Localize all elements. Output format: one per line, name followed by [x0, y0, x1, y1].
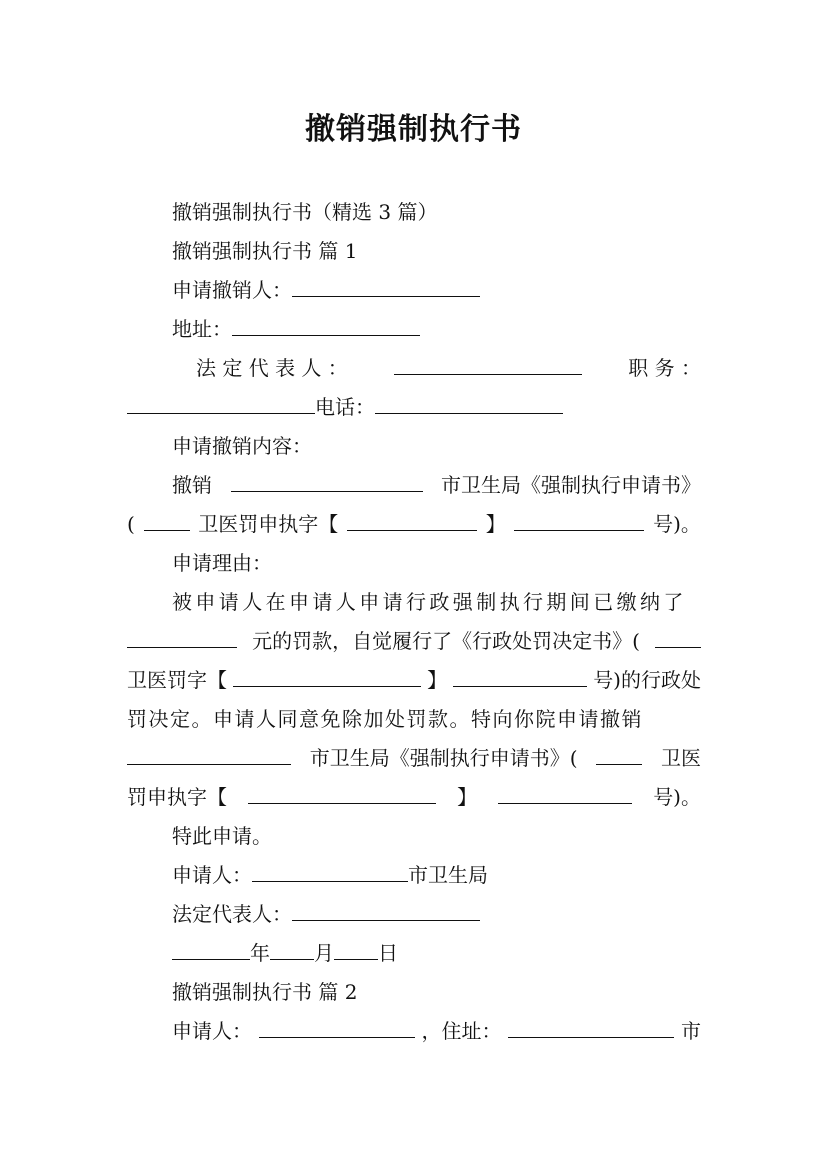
legal-rep-line [196, 356, 701, 380]
blank-field [394, 356, 582, 375]
blank-field [127, 746, 291, 765]
blank-field [292, 902, 480, 921]
applicant-org: 市卫生局 [408, 863, 488, 887]
blank-field [375, 395, 563, 414]
day-label: 日 [378, 941, 398, 965]
blank-field [252, 863, 408, 882]
penalty-prefix: 卫医罚字【 [127, 668, 227, 692]
bracket-close: 】 [457, 785, 478, 809]
document-title: 撤销强制执行书 [305, 112, 522, 147]
blank-field [270, 941, 314, 960]
section-heading-1: 撤销强制执行书 篇 1 [172, 239, 358, 263]
signature-legal-rep-line [172, 902, 480, 926]
blank-field [127, 629, 237, 648]
enforce-suffix: 号)。 [653, 785, 701, 809]
revoke-text: 撤销 [172, 473, 212, 497]
year-label: 年 [250, 941, 270, 965]
reason-text-5b: 卫医 [660, 746, 701, 770]
month-label: 月 [314, 941, 334, 965]
reason-line-6 [127, 785, 701, 809]
enforce-prefix: 罚申执字【 [127, 785, 227, 809]
reason-text-5: 市卫生局《强制执行申请书》( [309, 746, 578, 770]
blank-field [655, 629, 701, 648]
blank-field [127, 395, 315, 414]
blank-field [514, 512, 644, 531]
case-suffix: 号)。 [653, 512, 701, 536]
address-label: 地址： [172, 317, 232, 341]
bracket-close: 】 [427, 668, 448, 692]
blank-field [347, 512, 477, 531]
reason-heading: 申请理由： [172, 551, 272, 575]
applicant-line [172, 278, 480, 302]
bracket-close: 】 [485, 512, 506, 536]
reason-text-4: 罚决定。申请人同意免除加处罚款。特向你院申请撤销 [127, 707, 643, 731]
penalty-suffix: 号)的行政处 [593, 668, 701, 692]
reason-line-4 [127, 707, 701, 731]
blank-field [233, 668, 421, 687]
closing-text: 特此申请。 [172, 824, 272, 848]
reason-line-5 [127, 746, 701, 770]
case-prefix: 卫医罚申执字【 [198, 512, 339, 536]
applicant-address-line [172, 1019, 701, 1043]
applicant-label: 申请撤销人： [172, 278, 292, 302]
blank-field [259, 1019, 415, 1038]
blank-field [453, 668, 587, 687]
blank-field [248, 785, 436, 804]
blank-field [144, 512, 190, 531]
blank-field [596, 746, 642, 765]
collection-heading: 撤销强制执行书（精选 3 篇） [172, 200, 438, 224]
reason-line-2 [127, 629, 701, 653]
date-line [172, 941, 398, 965]
phone-line [127, 395, 563, 419]
revoke-line [172, 473, 701, 497]
blank-field [334, 941, 378, 960]
reason-line-3 [127, 668, 701, 692]
signature-applicant-line [172, 863, 488, 887]
blank-field [292, 278, 480, 297]
applicant-label: 申请人： [172, 863, 252, 887]
blank-field [231, 473, 423, 492]
city-suffix: 市 [681, 1019, 701, 1043]
phone-label: 电话： [315, 395, 375, 419]
blank-field [508, 1019, 674, 1038]
case-number-line [127, 512, 701, 536]
reason-text-2: 元的罚款，自觉履行了《行政处罚决定书》( [252, 629, 640, 653]
section-heading-2: 撤销强制执行书 篇 2 [172, 980, 358, 1004]
blank-field [232, 317, 420, 336]
reason-line-1 [172, 590, 701, 614]
revoke-target: 市卫生局《强制执行申请书》 [441, 473, 701, 497]
blank-field [172, 941, 250, 960]
blank-field [498, 785, 632, 804]
content-heading: 申请撤销内容： [172, 434, 312, 458]
paren-open: ( [127, 512, 135, 536]
address-line [172, 317, 420, 341]
reason-text-1: 被申请人在申请人申请行政强制执行期间已缴纳了 [172, 590, 687, 614]
applicant-label: 申请人： [172, 1019, 252, 1043]
legal-rep-label: 法定代表人： [172, 902, 292, 926]
address-label: ，住址： [421, 1019, 502, 1043]
legal-rep-label: 法 定 代 表 人 ： [196, 356, 348, 380]
position-label: 职 务 ： [628, 356, 701, 380]
